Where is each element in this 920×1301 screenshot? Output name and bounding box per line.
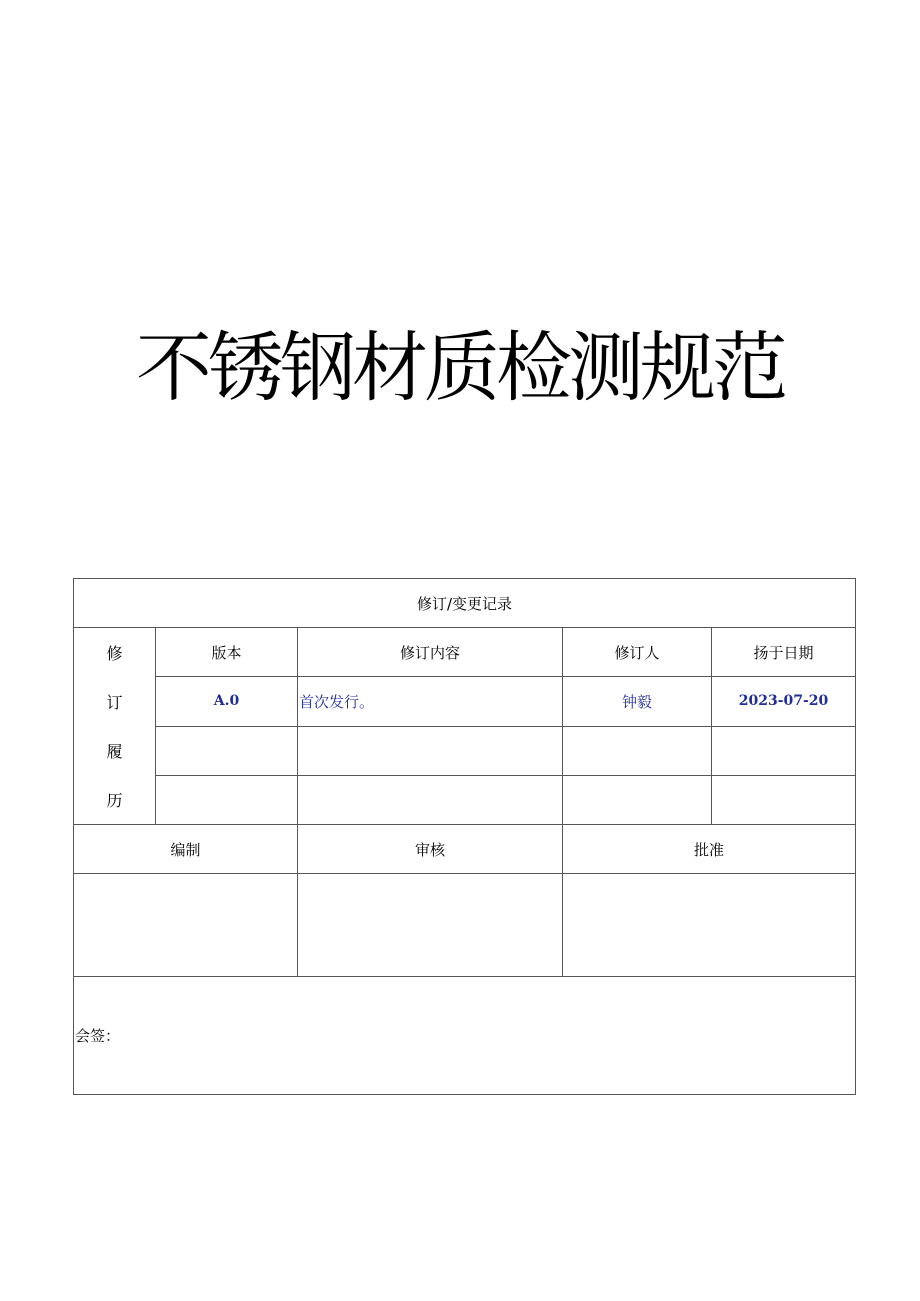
cell-date xyxy=(712,775,856,824)
vertical-label-char: 历 xyxy=(106,791,123,810)
vertical-label-char: 订 xyxy=(106,693,123,712)
cell-reviser xyxy=(563,726,712,775)
sign-box-approved xyxy=(563,874,856,977)
cell-version xyxy=(156,726,298,775)
cell-content xyxy=(298,726,563,775)
cell-date xyxy=(712,726,856,775)
table-header: 修订/变更记录 xyxy=(74,579,856,628)
vertical-label-char: 修 xyxy=(106,644,123,663)
revision-record-table xyxy=(73,578,856,1095)
column-header-content: 修订内容 xyxy=(298,628,563,677)
sign-label-prepared: 编制 xyxy=(74,825,298,874)
cell-reviser: 钟毅 xyxy=(563,677,712,726)
column-header-reviser: 修订人 xyxy=(563,628,712,677)
sign-box-prepared xyxy=(74,874,298,977)
countersign-cell xyxy=(74,977,856,1095)
column-header-version: 版本 xyxy=(156,628,298,677)
cell-version: A.0 xyxy=(156,677,298,726)
sign-box-reviewed xyxy=(298,874,563,977)
sign-label-approved: 批准 xyxy=(563,825,856,874)
document-title: 不锈钢材质检测规范 xyxy=(136,323,784,412)
table-row xyxy=(74,775,856,824)
sign-label-reviewed: 审核 xyxy=(298,825,563,874)
cell-content xyxy=(298,775,563,824)
column-header-date: 扬于日期 xyxy=(712,628,856,677)
countersign-label: 会签： xyxy=(75,1027,121,1045)
table-row xyxy=(74,677,856,726)
cell-reviser xyxy=(563,775,712,824)
vertical-label-cell xyxy=(74,628,156,825)
cell-content: 首次发行。 xyxy=(298,677,563,726)
table-row xyxy=(74,726,856,775)
vertical-label-char: 履 xyxy=(106,742,123,761)
cell-date: 2023-07-20 xyxy=(712,677,856,726)
cell-version xyxy=(156,775,298,824)
